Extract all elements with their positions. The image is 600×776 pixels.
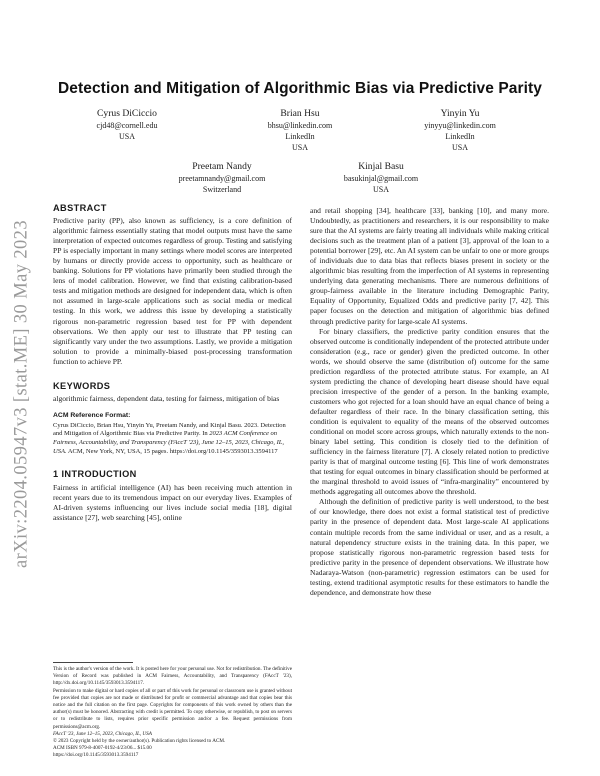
acm-reference-heading: ACM Reference Format: xyxy=(53,411,131,419)
author-block xyxy=(405,107,515,153)
author-name: Brian Hsu xyxy=(280,108,320,119)
abstract-text: Predictive parity (PP), also known as sufficiency, is a core definition of algorithmic fairness essentially stating that model outputs must have the same interpretation of expected outcomes regardless of group. Testing and satisfying PP is especially important in many settings where model scores are interpreted by humans or directly provide access to opportunity, such as healthcare or banking. Solutions for PP violations have primarily been studied through the lens of model calibration. However, we find that existing calibration-based tests and mitigation methods are designed for independent data, which is often not assumed in large-scale applications such as social media or medical testing. In this work, we address this issue by developing a statistically rigorous non-parametric regression based test for PP with dependent observations. We then apply our test to illustrate that PP testing can significantly vary under the two assumptions. Lastly, we provide a mitigation solution to provide a minimally-biased post-processing transformation function to achieve PP. xyxy=(53,216,292,366)
introduction-heading: 1 INTRODUCTION xyxy=(53,469,137,480)
author-block xyxy=(320,160,442,195)
arxiv-stamp-text: arXiv:2204.05947v3 [stat.ME] 30 May 2023 xyxy=(11,220,32,568)
right-column xyxy=(310,206,549,598)
footnote-paragraph: © 2023 Copyright held by the owner/author(s). Publication rights licensed to ACM. xyxy=(53,738,226,745)
author-country: USA xyxy=(118,132,135,141)
author-email: cjd48@cornell.edu xyxy=(96,121,158,130)
author-name: Yinyin Yu xyxy=(440,108,480,119)
footnote-doi: https://doi.org/10.1145/3593013.3594117 xyxy=(53,752,139,759)
intro-paragraph: and retail shopping [34], healthcare [33], banking [10], and many more. Undoubtedly, as practitioners and researchers, it is our responsibility to make sure that the AI systems are fairly treating all individuals while making critical decisions such as the treatment plan of a patient [3], approval of the loan to a potential borrower [29], etc. An AI system can be unfair to one or more groups of individuals due to data bias that reflects biases present in society or the algorithmic bias resulting from the imperfection of AI systems in representing underlying data generating mechanisms. There are numerous definitions of group-fairness available in the literature including Demographic Parity, Equality of Opportunity, Equalized Odds and predictive parity [7, 42]. This paper focuses on the detection and mitigation of algorithmic bias defined through predictive parity for large-scale AI systems. xyxy=(310,206,549,326)
footnote-paragraph: Permission to make digital or hard copies of all or part of this work for personal or classroom use is granted without fee provided that copies are not made or distributed for profit or commercial advantage and that copies bear this notice and the full citation on the first page. Copyrights for components of this work owned by others than the author(s) must be honored. Abstracting with credit is permitted. To copy otherwise, or republish, to post on servers or to redistribute to lists, requires prior specific permission and/or a fee. Request permissions from permissions@acm.org. xyxy=(53,687,292,730)
abstract-heading: ABSTRACT xyxy=(53,203,107,213)
footnote-venue: FAccT '23, June 12–15, 2023, Chicago, IL, USA xyxy=(53,730,152,737)
author-block xyxy=(237,107,363,153)
author-affiliation: LinkedIn xyxy=(445,132,475,141)
author-country: USA xyxy=(372,185,389,194)
author-country: USA xyxy=(291,143,308,152)
keywords-heading: KEYWORDS xyxy=(53,380,111,391)
footnote-paragraph: This is the author's version of the work. It is posted here for your personal use. Not for redistribution. The definitive Version of Record was published in ACM Fairness, Accountability, and Transparency (FAccT '23), http://dx.doi.org/10.1145/3593013.3594117. xyxy=(53,666,292,687)
author-affiliation: LinkedIn xyxy=(285,132,315,141)
author-block xyxy=(68,107,186,142)
author-country: Switzerland xyxy=(202,185,242,194)
left-column xyxy=(53,203,292,524)
paper-title: Detection and Mitigation of Algorithmic Bias via Predictive Parity xyxy=(57,80,543,97)
author-country: USA xyxy=(451,143,468,152)
arxiv-stamp xyxy=(6,174,38,614)
footnote-rule xyxy=(53,662,133,663)
acm-reference-text xyxy=(53,422,292,456)
author-email: preetamnandy@gmail.com xyxy=(178,174,266,183)
intro-paragraph: Although the definition of predictive parity is well understood, to the best of our knowledge, there does not exist a formal statistical test of predictive parity in the presence of dependent data. Most large-scale AI applications contain multiple records from the same individual or user, and as a result, a natural dependency structure exists in the training data. In this paper, we propose statistically rigorous non-parametric regression based tests for predictive parity in the presence of dependent observations. We illustrate how Nadaraya-Watson (non-parametric) regression estimators can be used for testing, extend traditional asymptotic results for these estimators to handle the dependence, and demonstrate how these xyxy=(310,497,549,597)
acm-reference-part: Cyrus DiCiccio, Brian Hsu, Yinyin Yu, Preetam Nandy, and Kinjal Basu. 2023. Detection and Mitigation of Algorithmic Bias via Predictive Parity. In xyxy=(53,421,286,438)
intro-paragraph: Fairness in artificial intelligence (AI) has been receiving much attention in recent years due to its tremendous impact on our everyday lives. Examples of AI-driven systems influencing our lives include social media [18], digital assistance [27], web searching [45], online xyxy=(53,483,292,523)
author-block xyxy=(155,160,289,195)
author-email: yinyyu@linkedin.com xyxy=(424,121,496,130)
author-email: bhsu@linkedin.com xyxy=(267,121,333,130)
author-name: Kinjal Basu xyxy=(358,161,404,172)
copyright-footnote xyxy=(53,666,292,760)
author-name: Cyrus DiCiccio xyxy=(97,108,157,119)
acm-reference-venue: 2023 ACM Conference on Fairness, Accountability, and Transparency (FAccT '23), June 12–15, 2023, Chicago, IL, USA. xyxy=(53,430,284,455)
author-name: Preetam Nandy xyxy=(192,161,252,172)
keywords-text: algorithmic fairness, dependent data, testing for fairness, mitigation of bias xyxy=(53,393,280,403)
author-email: basukinjal@gmail.com xyxy=(343,174,419,183)
footnote-paragraph: ACM ISBN 979-8-4007-0192-4/23/06... $15.00 xyxy=(53,745,152,752)
intro-paragraph: For binary classifiers, the predictive parity condition ensures that the observed outcome is conditionally independent of the protected attribute under consideration (e.g., race or gender) given the predicted outcome. In other words, we should observe the same (distribution of) outcome for the same prediction regardless of the protected attribute status. For example, an AI system predicting the chance of developing heart disease should have equal precision irrespective of the gender of a person. In the banking example, customers who got rejected for a loan should have an equal chance of being a defaulter regardless of their race. In the binary classification setting, this condition is equivalent to equality of the means of the observed outcomes conditional on model score across groups, which naturally extends to the non-binary label setting. This condition is closely tied to the definition of sufficiency in the fairness literature [7]. A closely related notion to predictive parity is that of marginal outcome testing [6]. This line of work demonstrates that testing for equal outcomes in binary classification should be performed at the marginal threshold to avoid issues of “infra-marginality” encountered by methods aggregating all outcomes above the threshold. xyxy=(310,326,549,497)
acm-reference-part: ACM, New York, NY, USA, 15 pages. https://doi.org/10.1145/3593013.3594117 xyxy=(66,447,278,455)
